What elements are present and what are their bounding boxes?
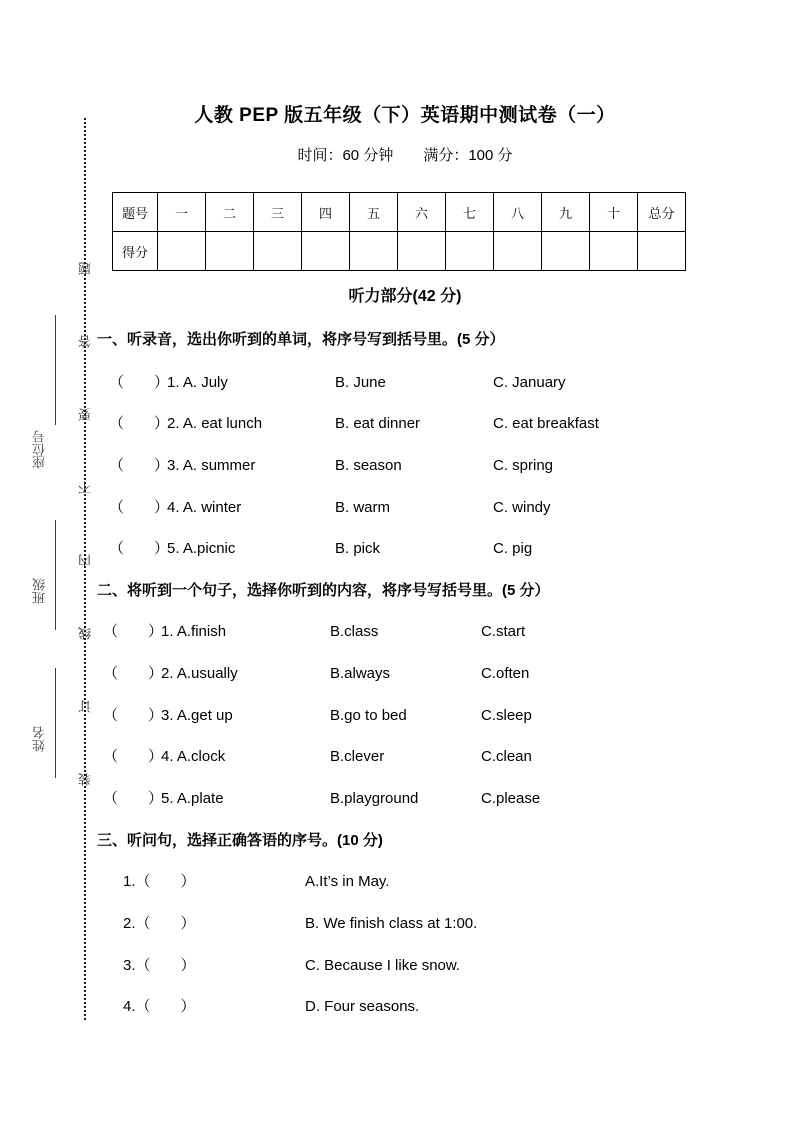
question-2-3-option-b: B.go to bed: [330, 707, 407, 724]
option-a: A.get up: [176, 707, 233, 724]
option-a: A.usually: [176, 665, 238, 682]
question-1-5-option-c: C. pig: [493, 540, 533, 557]
question-1-3-option-c: C. spring: [493, 457, 554, 474]
binding-dotted-line: [84, 118, 86, 1020]
question-1-2-option-b: B. eat dinner: [335, 415, 421, 432]
class-rule: [55, 520, 56, 630]
exam-meta: 时间：60 分钟 满分：100 分: [297, 147, 513, 164]
question-1-1-option-c: C. January: [493, 374, 566, 391]
question-1-1: [109, 372, 228, 394]
binding-char-1: 题: [78, 262, 93, 275]
question-1-2-option-c: C. eat breakfast: [493, 415, 599, 432]
page-title: 人教 PEP 版五年级（下）英语期中测试卷（一）: [194, 105, 616, 126]
binding-char-5: 内: [78, 554, 93, 567]
question-2-1-option-b: B.class: [330, 623, 379, 640]
question-3-answer-d: D. Four seasons.: [305, 998, 420, 1015]
answer-bracket[interactable]: （ ）: [109, 499, 170, 516]
row-label-question-number: 题号: [113, 193, 158, 232]
table-row: [113, 193, 686, 232]
score-cell-total[interactable]: [638, 232, 686, 271]
score-cell-7[interactable]: [446, 232, 494, 271]
answer-bracket[interactable]: （ ）: [103, 623, 164, 640]
column-header-6: 六: [398, 193, 446, 232]
score-cell-2[interactable]: [206, 232, 254, 271]
field-label-seat-number: 座位号: [32, 430, 47, 469]
question-3-4-blank[interactable]: 4.（ ）: [123, 998, 196, 1015]
question-1-1-option-b: B. June: [335, 374, 386, 391]
question-1-5-option-b: B. pick: [335, 540, 381, 557]
option-a: A.clock: [176, 748, 226, 765]
binding-char-6: 线: [78, 627, 93, 640]
question-2-2-option-b: B.always: [330, 665, 391, 682]
question-2-5-option-b: B.playground: [330, 790, 419, 807]
name-rule: [55, 668, 56, 778]
question-3-answer-c: C. Because I like snow.: [305, 957, 461, 974]
binding-char-7: 订: [78, 700, 93, 713]
question-2-2-option-c: C.often: [481, 665, 530, 682]
question-1-5: [109, 538, 235, 560]
question-number: 2.: [167, 415, 180, 432]
answer-bracket[interactable]: （ ）: [103, 665, 164, 682]
row-label-score: 得分: [113, 232, 158, 271]
column-header-5: 五: [350, 193, 398, 232]
question-number: 4.: [167, 499, 180, 516]
question-1-3-option-b: B. season: [335, 457, 402, 474]
question-number: 1.: [167, 374, 180, 391]
score-cell-4[interactable]: [302, 232, 350, 271]
column-header-2: 二: [206, 193, 254, 232]
column-header-4: 四: [302, 193, 350, 232]
answer-bracket[interactable]: （ ）: [109, 457, 170, 474]
question-1-4-option-b: B. warm: [335, 499, 391, 516]
question-3-2-blank[interactable]: 2.（ ）: [123, 915, 196, 932]
column-header-total: 总分: [638, 193, 686, 232]
table-row: [113, 232, 686, 271]
field-label-class: 班级: [32, 578, 47, 604]
binding-char-3: 要: [78, 408, 93, 421]
question-2-5: [103, 788, 224, 810]
score-table: [112, 192, 686, 271]
score-cell-10[interactable]: [590, 232, 638, 271]
option-a: A. eat lunch: [182, 415, 263, 432]
question-2-4-option-c: C.clean: [481, 748, 532, 765]
score-cell-8[interactable]: [494, 232, 542, 271]
field-label-name: 姓名: [32, 726, 47, 752]
section-heading-2: 二、将听到一个句子，选择你听到的内容，将序号写括号里。(5 分）: [97, 582, 550, 599]
binding-char-2: 答: [78, 335, 93, 348]
question-1-2: [109, 413, 262, 435]
score-cell-6[interactable]: [398, 232, 446, 271]
score-cell-5[interactable]: [350, 232, 398, 271]
question-1-3: [109, 455, 255, 477]
section-heading-3: 三、听问句，选择正确答语的序号。(10 分): [97, 832, 383, 849]
binding-char-4: 不: [78, 481, 93, 494]
column-header-1: 一: [158, 193, 206, 232]
answer-bracket[interactable]: （ ）: [103, 707, 164, 724]
question-2-3-option-c: C.sleep: [481, 707, 532, 724]
question-2-1: [103, 621, 226, 643]
question-3-answer-a: A.It’s in May.: [305, 873, 390, 890]
question-number: 4.: [161, 748, 174, 765]
question-2-4-option-b: B.clever: [330, 748, 385, 765]
column-header-7: 七: [446, 193, 494, 232]
binding-char-8: 装: [78, 773, 93, 786]
score-cell-9[interactable]: [542, 232, 590, 271]
question-2-3: [103, 705, 233, 727]
question-number: 5.: [161, 790, 174, 807]
section-heading-1: 一、听录音，选出你听到的单词，将序号写到括号里。(5 分）: [97, 331, 505, 348]
question-number: 1.: [161, 623, 174, 640]
question-number: 5.: [167, 540, 180, 557]
question-number: 3.: [167, 457, 180, 474]
column-header-8: 八: [494, 193, 542, 232]
question-3-3-blank[interactable]: 3.（ ）: [123, 957, 196, 974]
option-a: A.plate: [176, 790, 224, 807]
question-2-5-option-c: C.please: [481, 790, 541, 807]
question-2-4: [103, 746, 225, 768]
option-a: A. July: [182, 374, 228, 391]
score-cell-1[interactable]: [158, 232, 206, 271]
column-header-9: 九: [542, 193, 590, 232]
question-number: 3.: [161, 707, 174, 724]
answer-bracket[interactable]: （ ）: [109, 415, 170, 432]
column-header-10: 十: [590, 193, 638, 232]
answer-bracket[interactable]: （ ）: [109, 374, 170, 391]
option-a: A.picnic: [182, 540, 236, 557]
answer-bracket[interactable]: （ ）: [103, 790, 164, 807]
seat-number-rule: [55, 315, 56, 425]
question-1-4-option-c: C. windy: [493, 499, 551, 516]
question-number: 2.: [161, 665, 174, 682]
score-cell-3[interactable]: [254, 232, 302, 271]
question-2-1-option-c: C.start: [481, 623, 526, 640]
binding-margin: [0, 0, 95, 1122]
answer-bracket[interactable]: （ ）: [109, 540, 170, 557]
answer-bracket[interactable]: （ ）: [103, 748, 164, 765]
option-a: A. winter: [182, 499, 242, 516]
listening-part-title: 听力部分(42 分): [348, 288, 462, 305]
option-a: A. summer: [182, 457, 256, 474]
column-header-3: 三: [254, 193, 302, 232]
question-3-1-blank[interactable]: 1.（ ）: [123, 873, 196, 890]
question-3-answer-b: B. We finish class at 1:00.: [305, 915, 478, 932]
question-2-2: [103, 663, 238, 685]
question-1-4: [109, 497, 241, 519]
option-a: A.finish: [176, 623, 227, 640]
